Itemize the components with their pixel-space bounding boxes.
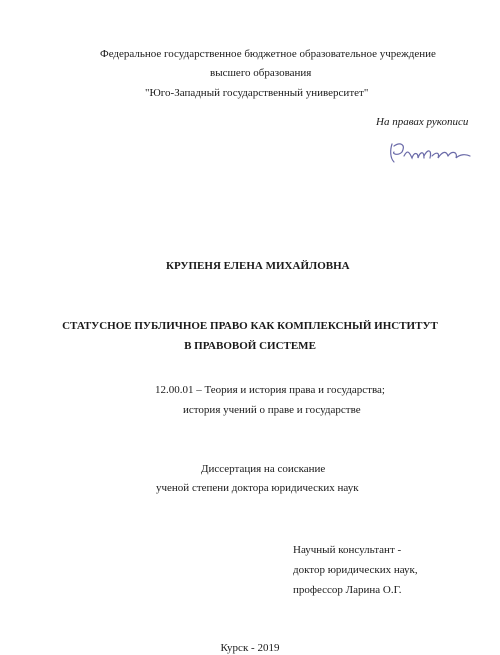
degree-line-1: Диссертация на соискание xyxy=(201,463,326,475)
author-signature xyxy=(384,134,480,170)
author-name: КРУПЕНЯ ЕЛЕНА МИХАЙЛОВНА xyxy=(166,260,350,272)
specialty-line-2: история учений о праве и государстве xyxy=(183,404,361,416)
city-year: Курск - 2019 xyxy=(220,642,280,654)
consultant-line-2: доктор юридических наук, xyxy=(293,564,418,576)
consultant-line-1: Научный консультант - xyxy=(293,544,402,556)
institution-line-2: высшего образования xyxy=(210,67,312,79)
institution-line-1: Федеральное государственное бюджетное образовательное учреждение xyxy=(100,48,436,60)
manuscript-note: На правах рукописи xyxy=(376,116,469,128)
institution-name: "Юго-Западный государственный университет" xyxy=(145,87,369,99)
degree-line-2: ученой степени доктора юридических наук xyxy=(156,482,359,494)
specialty-code-line: 12.00.01 – Теория и история права и государства; xyxy=(155,384,385,396)
dissertation-title-line-1: СТАТУСНОЕ ПУБЛИЧНОЕ ПРАВО КАК КОМПЛЕКСНЫЙ ИНСТИТУТ xyxy=(62,320,438,332)
dissertation-title-line-2: В ПРАВОВОЙ СИСТЕМЕ xyxy=(184,340,316,352)
consultant-line-3: профессор Ларина О.Г. xyxy=(293,584,402,596)
